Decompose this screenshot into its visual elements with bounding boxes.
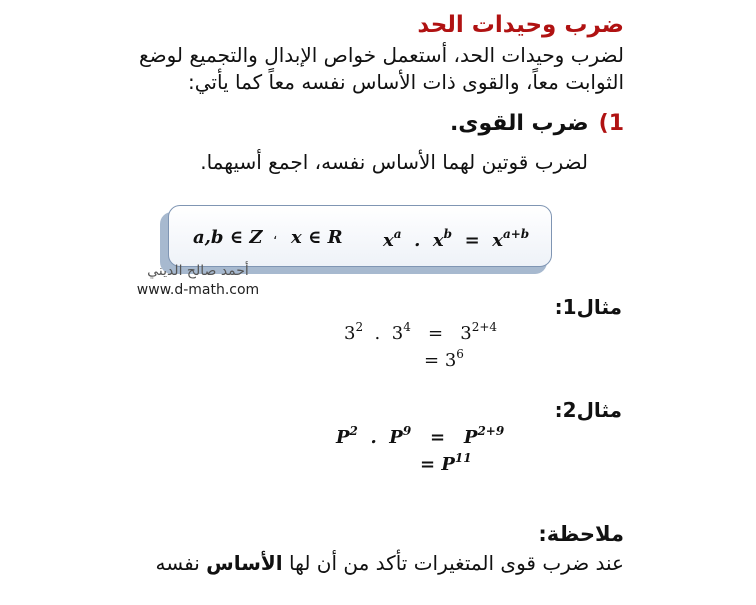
example-1-label: مثال1:	[554, 295, 622, 319]
rule-statement: لضرب قوتين لهما الأساس نفسه، اجمع أسيهما.	[200, 150, 588, 174]
author-name: أحمد صالح الديني	[147, 263, 249, 279]
formula-domain-ab: a,b ∈ Z	[193, 227, 263, 248]
formula-separator: ،	[273, 228, 278, 243]
note-emphasis: الأساس	[206, 551, 283, 575]
author-website: www.d-math.com	[136, 282, 260, 298]
example-2-line-2: = $P^{11}$	[420, 451, 472, 475]
example-1-line-1: $3^2$ . $3^4$ = $3^{2+4}$	[344, 320, 498, 344]
formula-box	[168, 205, 552, 267]
note-label: ملاحظة:	[538, 522, 624, 546]
example-1-line-2: = $3^6$	[424, 347, 464, 371]
lesson-title: ضرب وحيدات الحد	[417, 12, 624, 38]
intro-line-1: لضرب وحيدات الحد، أستعمل خواص الإبدال والتجميع لوضع	[138, 43, 624, 67]
note-text: عند ضرب قوى المتغيرات تأكد من أن لها الأساس نفسه	[155, 551, 624, 575]
section-heading	[450, 111, 624, 136]
section-title: ضرب القوى.	[449, 111, 589, 136]
author-credit	[128, 262, 268, 300]
example-2-label: مثال2:	[554, 398, 622, 422]
formula-product-rule: $x^a$ . $x^b = x^{a+b}$	[383, 227, 530, 251]
example-2-line-1: $P^2$ . $P^9$ = $P^{2+9}$	[336, 424, 505, 448]
formula-domain-x: x ∈ R	[291, 227, 343, 248]
section-number: 1)	[598, 111, 624, 136]
intro-paragraph	[139, 42, 624, 96]
intro-line-2: الثوابت معاً، والقوى ذات الأساس نفسه معاً كما يأتي:	[188, 70, 624, 94]
